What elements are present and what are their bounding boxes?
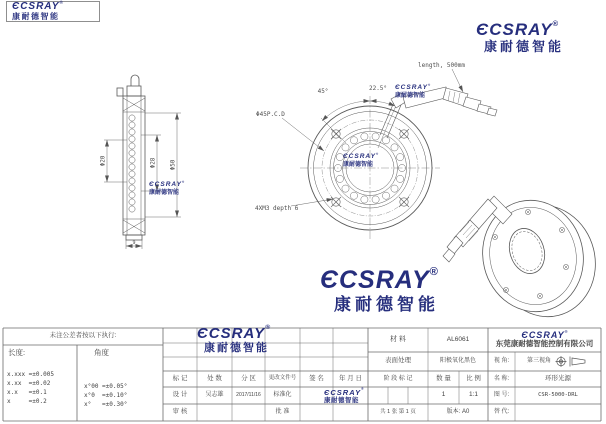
length-tol-row: x.x =±0.1 [7,389,47,397]
swoosh-icon: Є [149,181,154,188]
csray-watermark-front-view: Є CSRAY ® 康耐德智能 [343,152,379,168]
design-label: 设 计 [172,391,188,399]
header-zone: 分 区 [241,374,256,382]
qty-value: 1 [441,391,446,399]
registered-mark: ® [375,152,379,156]
csray-logo-company: Є CSRAY ® [521,329,568,341]
angle-tol-row: x° =±0.30° [84,401,128,409]
header-count: 处 数 [207,374,222,382]
design-date: 2017/11/16 [236,391,261,398]
registered-mark: ® [265,324,271,331]
header-change-doc: 更改文件号 [268,375,297,382]
swoosh-icon: Є [476,20,489,39]
swoosh-icon: Є [12,1,20,12]
surface-value: 阳极氧化黑色 [439,358,476,365]
registered-mark: ® [552,19,559,28]
label-cable-length: length, 500mm [418,62,465,69]
dim-dia28: Φ28 [149,157,157,169]
isometric-view [443,190,606,328]
company-name: 东莞康耐德智能控制有限公司 [495,339,594,349]
registered-mark: ® [427,83,431,87]
csray-logo-top-right: Є CSRAY ® 康耐德智能 [476,19,565,54]
length-tol-row: x =±0.2 [7,398,47,406]
material-label: 材 料 [390,336,406,344]
registered-mark: ® [181,180,185,184]
angle-tol-row: x°0 =±0.10° [84,392,128,400]
view-angle-value: 第三视角 [515,352,601,371]
dim-flange: 9 [132,240,136,246]
swoosh-icon: Є [395,84,400,91]
replace-label: 替 代: [493,409,510,416]
side-led-chain [129,115,135,212]
csray-watermark-side-view: Є CSRAY ® 康耐德智能 [149,180,185,196]
qty-label: 数 量 [436,374,451,382]
label-angle-225: 22.5° [368,85,388,92]
csray-watermark-sign-cell: Є CSRAY ® 康耐德智能 [324,387,364,404]
label-holes: 4XM3 depth 6 [255,205,299,212]
dim-dia50: Φ50 [169,159,177,171]
sheet-info: 共 1 张 第 1 页 [380,408,416,415]
drawing-no-label: 图 号: [493,392,510,399]
swoosh-icon: Є [343,153,348,160]
registered-mark: ® [59,0,63,5]
swoosh-icon: Є [197,325,208,342]
header-stage-mark: 阶 段 标 记 [383,375,413,382]
drawing-no-value: CSR-5000-DRL [538,391,578,398]
front-view [255,62,497,240]
csray-logo-titleblock: Є CSRAY ® 康耐德智能 [197,324,271,354]
registered-mark: ® [564,329,568,335]
angle-tolerance-label: 角度 [94,348,109,358]
part-name-label: 名 称: [493,375,510,382]
swoosh-icon: Є [320,266,338,294]
header-date: 年 月 日 [338,374,363,382]
header-sign: 签 名 [309,374,324,382]
dim-dia20: Φ20 [99,155,107,167]
standardize-label: 标准化 [273,392,292,399]
swoosh-icon: Є [521,330,528,341]
surface-label: 表面处理 [385,357,411,365]
csray-watermark-cable: Є CSRAY ® 康耐德智能 [395,83,431,99]
side-view [99,75,185,249]
registered-mark: ® [361,387,364,391]
audit-label: 审 核 [172,408,188,416]
angle-tol-row: x°00 =±0.05° [84,383,128,391]
csray-logo-center: Є CSRAY ® 康耐德智能 [320,266,439,314]
scale-value: 1:1 [468,391,479,399]
header-mark: 标 记 [172,374,188,382]
label-angle-45: 45° [317,88,329,95]
length-tol-row: x.xxx =±0.005 [7,371,54,379]
designer-name: 吴志雄 [205,392,224,399]
approve-label: 批 准 [275,409,290,416]
version-info: 版本: A0 [446,409,470,416]
length-tol-row: x.xx =±0.02 [7,380,51,388]
swoosh-icon: Є [324,388,330,397]
material-value: AL6061 [446,335,470,343]
company-cell [488,328,601,352]
scale-label: 比 例 [466,374,481,382]
length-tolerance-label: 长度: [8,348,26,358]
view-angle-label: 视 角: [493,358,510,365]
registered-mark: ® [429,266,438,278]
label-pcd: Φ45P.C.D [256,111,285,118]
tolerance-title: 未注公差者按以下执行: [49,332,117,340]
part-name-value: 环形光源 [545,374,571,382]
third-angle-projection-icon [555,355,589,368]
angle-annotations [321,96,400,148]
csray-logo-top-left: Є CSRAY ® 康耐德智能 [12,0,63,21]
